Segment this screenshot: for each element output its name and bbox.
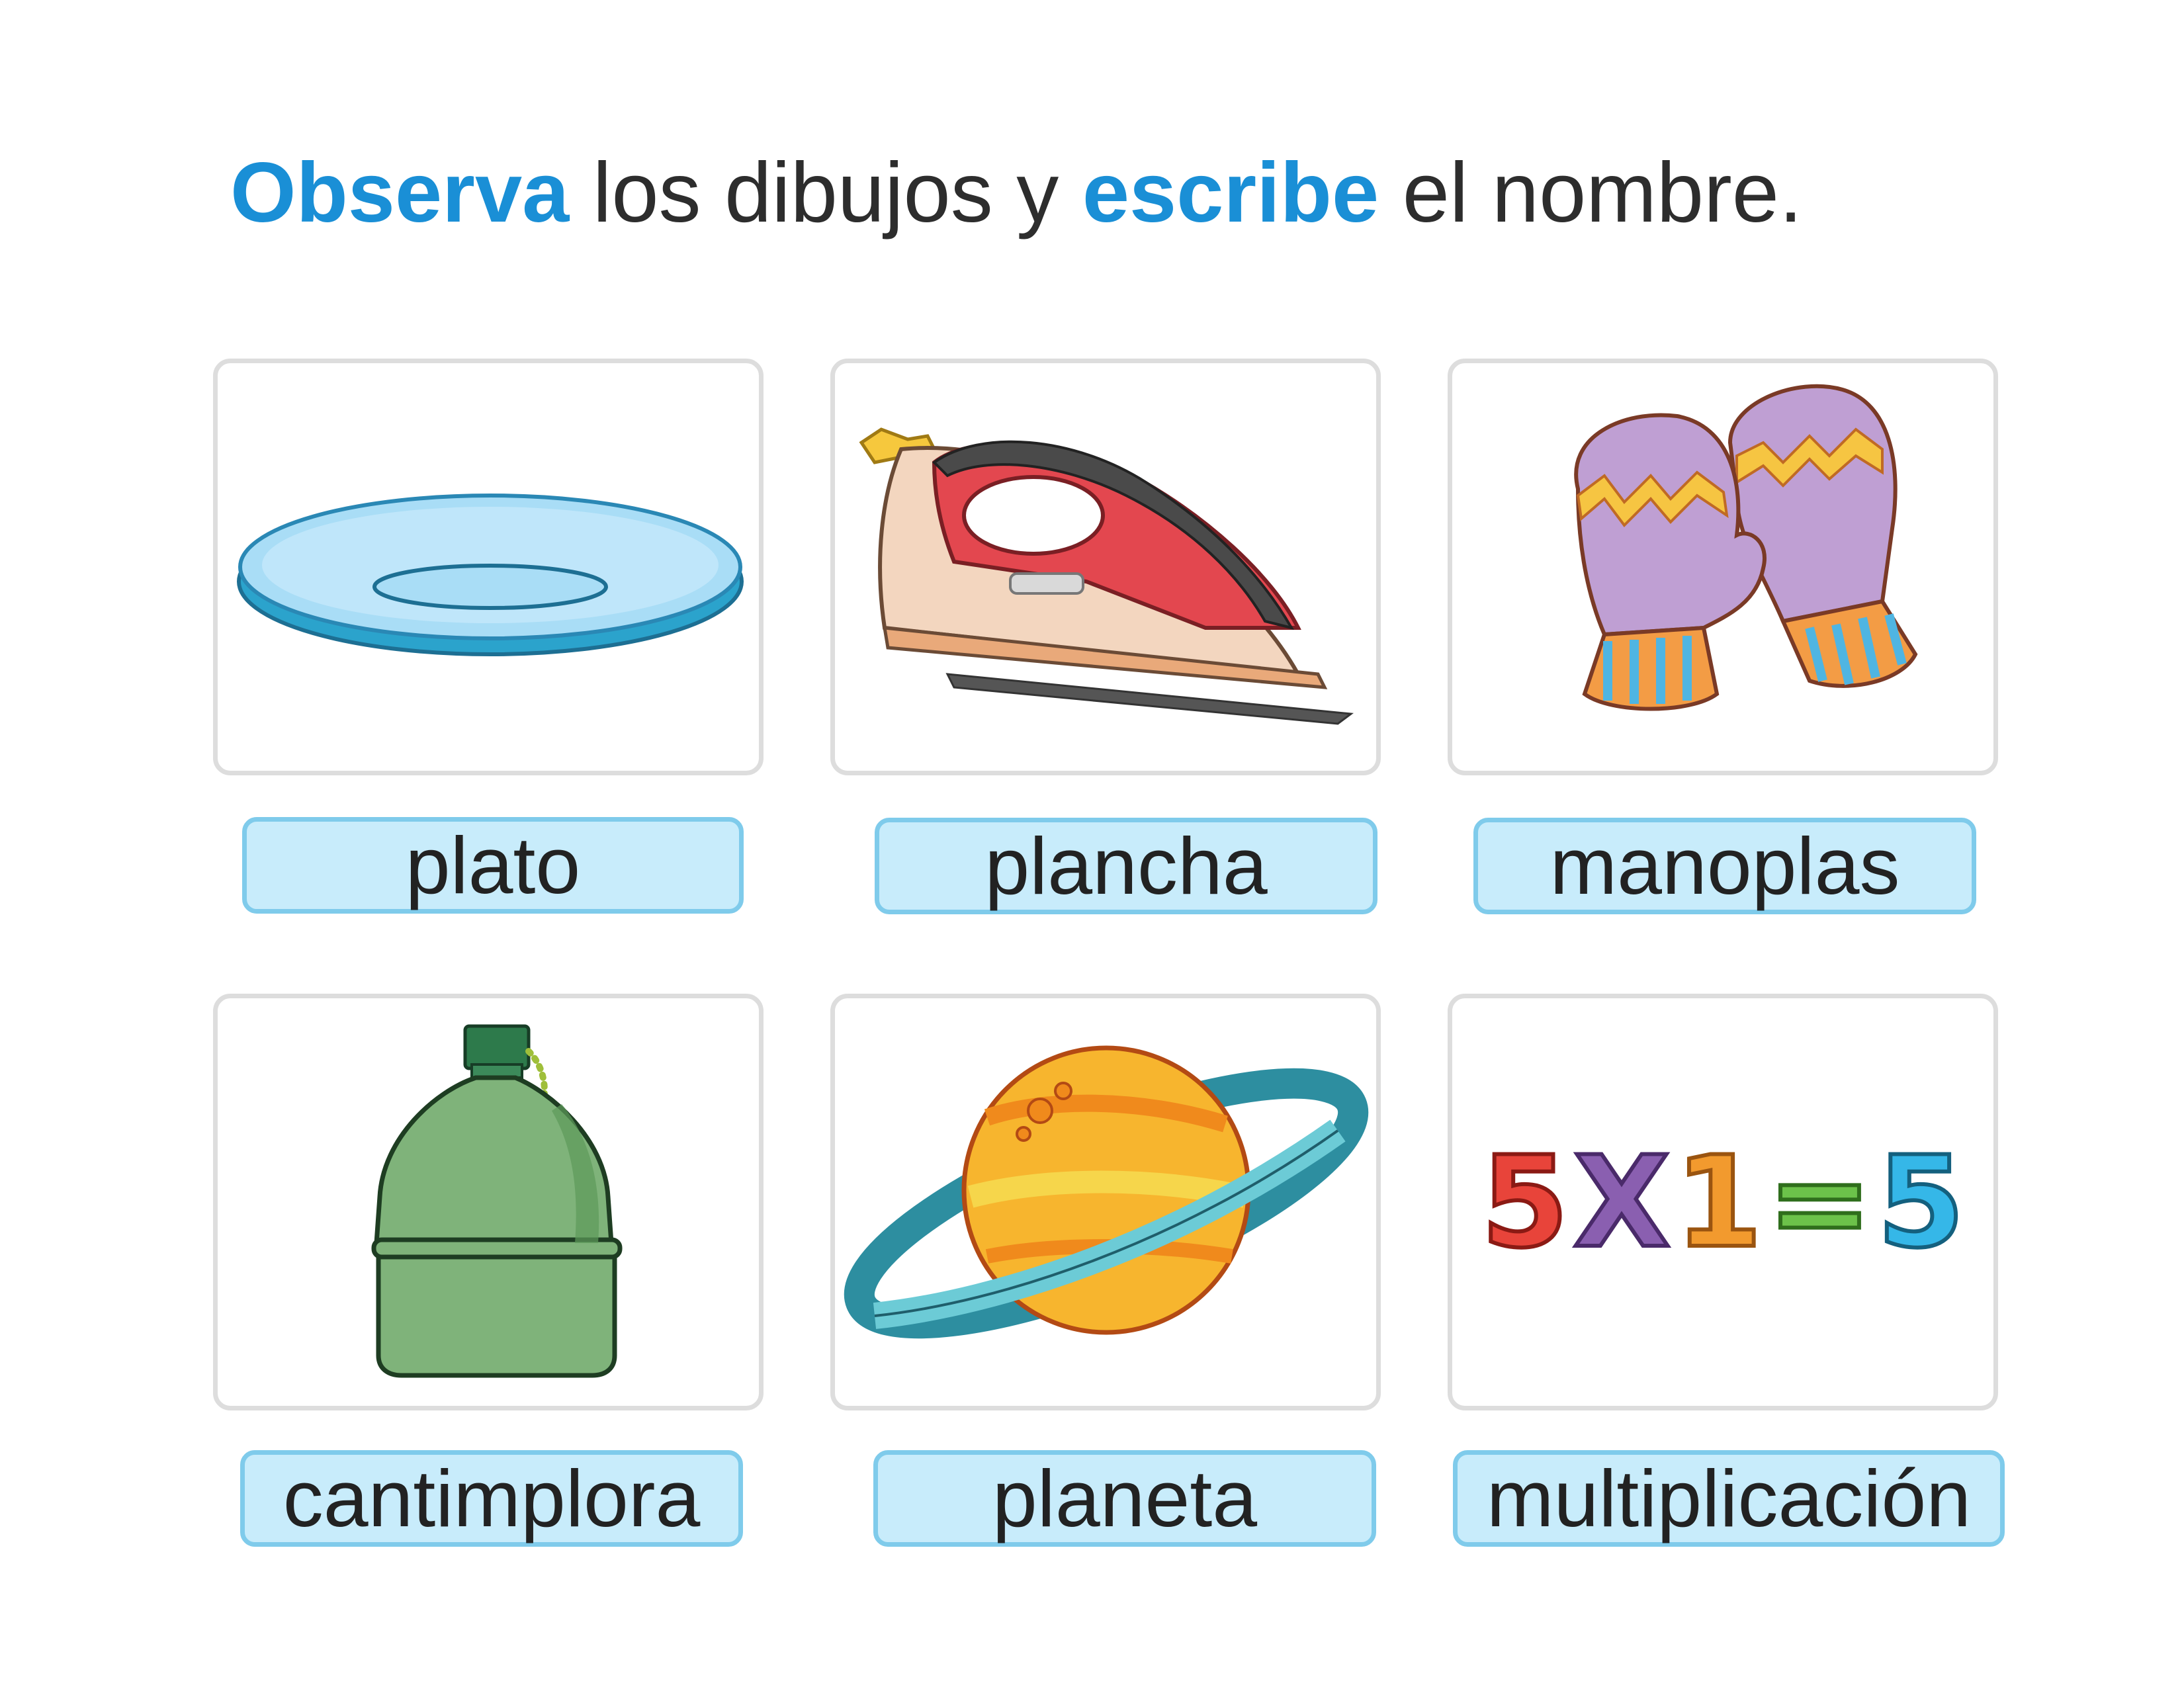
answer-text: plancha (984, 821, 1268, 911)
answer-text: cantimplora (283, 1453, 701, 1543)
mittens-icon (1452, 363, 1993, 771)
instruction-verb-observe: Observa (230, 146, 570, 240)
plate-icon (218, 363, 759, 771)
answer-field-iron[interactable] (875, 818, 1377, 914)
times-sign: X (1573, 1129, 1671, 1276)
equals-sign: = (1767, 1129, 1873, 1276)
canteen-icon (218, 998, 759, 1406)
multiplication-icon (1452, 998, 1993, 1406)
answer-field-canteen[interactable] (240, 1450, 743, 1547)
digit-five: 5 (1481, 1129, 1569, 1276)
answer-field-mittens[interactable] (1473, 818, 1976, 914)
instruction-text-1: los dibujos y (569, 146, 1082, 240)
card-planet (830, 994, 1381, 1410)
answer-text: manoplas (1550, 821, 1900, 911)
card-canteen (213, 994, 764, 1410)
digit-one: 1 (1675, 1129, 1763, 1276)
card-iron (830, 359, 1381, 775)
answer-field-multiplication[interactable] (1453, 1450, 2005, 1547)
digit-five-result: 5 (1877, 1129, 1965, 1276)
answer-field-planet[interactable] (873, 1450, 1376, 1547)
answer-text: planeta (992, 1453, 1258, 1543)
iron-icon (835, 363, 1376, 771)
card-mittens (1448, 359, 1998, 775)
answer-field-plate[interactable] (242, 817, 744, 914)
instruction-text-2: el nombre. (1379, 146, 1803, 240)
planet-icon (835, 998, 1376, 1406)
card-multiplication (1448, 994, 1998, 1410)
card-plate (213, 359, 764, 775)
answer-text: plato (405, 820, 581, 910)
instruction-title (230, 144, 1802, 241)
instruction-verb-write: escribe (1082, 146, 1379, 240)
answer-text: multiplicación (1486, 1453, 1972, 1543)
